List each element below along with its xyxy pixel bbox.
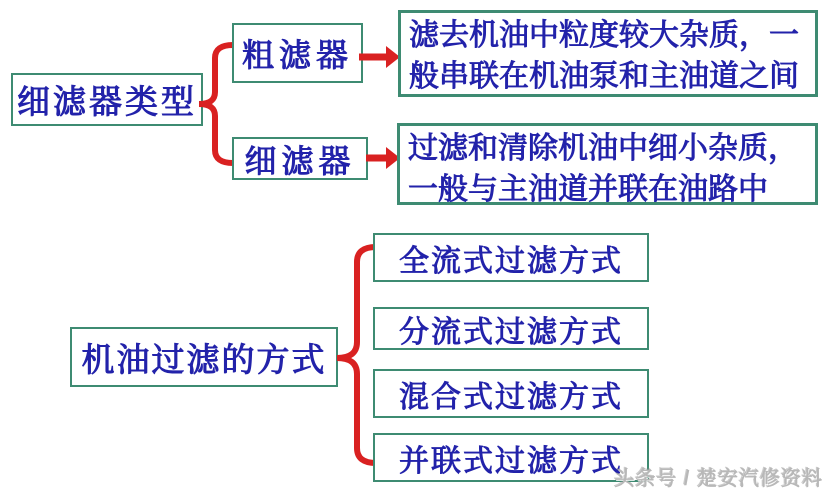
- node-mixed-mode: [373, 369, 649, 418]
- node-fine-filter: [232, 137, 368, 180]
- description-line: 滤去机油中粒度较大杂质，一: [409, 19, 799, 52]
- node-filtering-modes-root: [70, 327, 338, 387]
- node-parallel-mode: [373, 433, 649, 482]
- node-label: 全流式过滤方式: [399, 244, 623, 278]
- arrow-right-icon: [366, 147, 400, 169]
- node-filter-types-root: [11, 73, 203, 126]
- description-line: 般串联在机油泵和主油道之间: [409, 60, 799, 93]
- node-label: 粗滤器: [241, 37, 353, 73]
- description-line: 一般与主油道并联在油路中: [408, 173, 768, 206]
- watermark-text: 头条号 / 楚安汽修资料: [614, 468, 823, 490]
- node-label: 分流式过滤方式: [399, 315, 623, 349]
- node-label: 细滤器: [244, 142, 356, 179]
- node-full-flow-mode: [373, 233, 649, 282]
- node-label: 细滤器类型: [17, 85, 197, 121]
- node-label: 并联式过滤方式: [399, 444, 623, 478]
- arrow-right-icon: [359, 46, 400, 68]
- description-line: 过滤和清除机油中细小杂质，: [408, 132, 798, 165]
- node-split-flow-mode: [373, 307, 649, 350]
- node-label: 机油过滤的方式: [81, 342, 327, 379]
- node-coarse-filter-description: [398, 10, 818, 97]
- node-fine-filter-description: [397, 123, 818, 205]
- node-label: 混合式过滤方式: [399, 380, 623, 414]
- node-coarse-filter: [232, 23, 363, 83]
